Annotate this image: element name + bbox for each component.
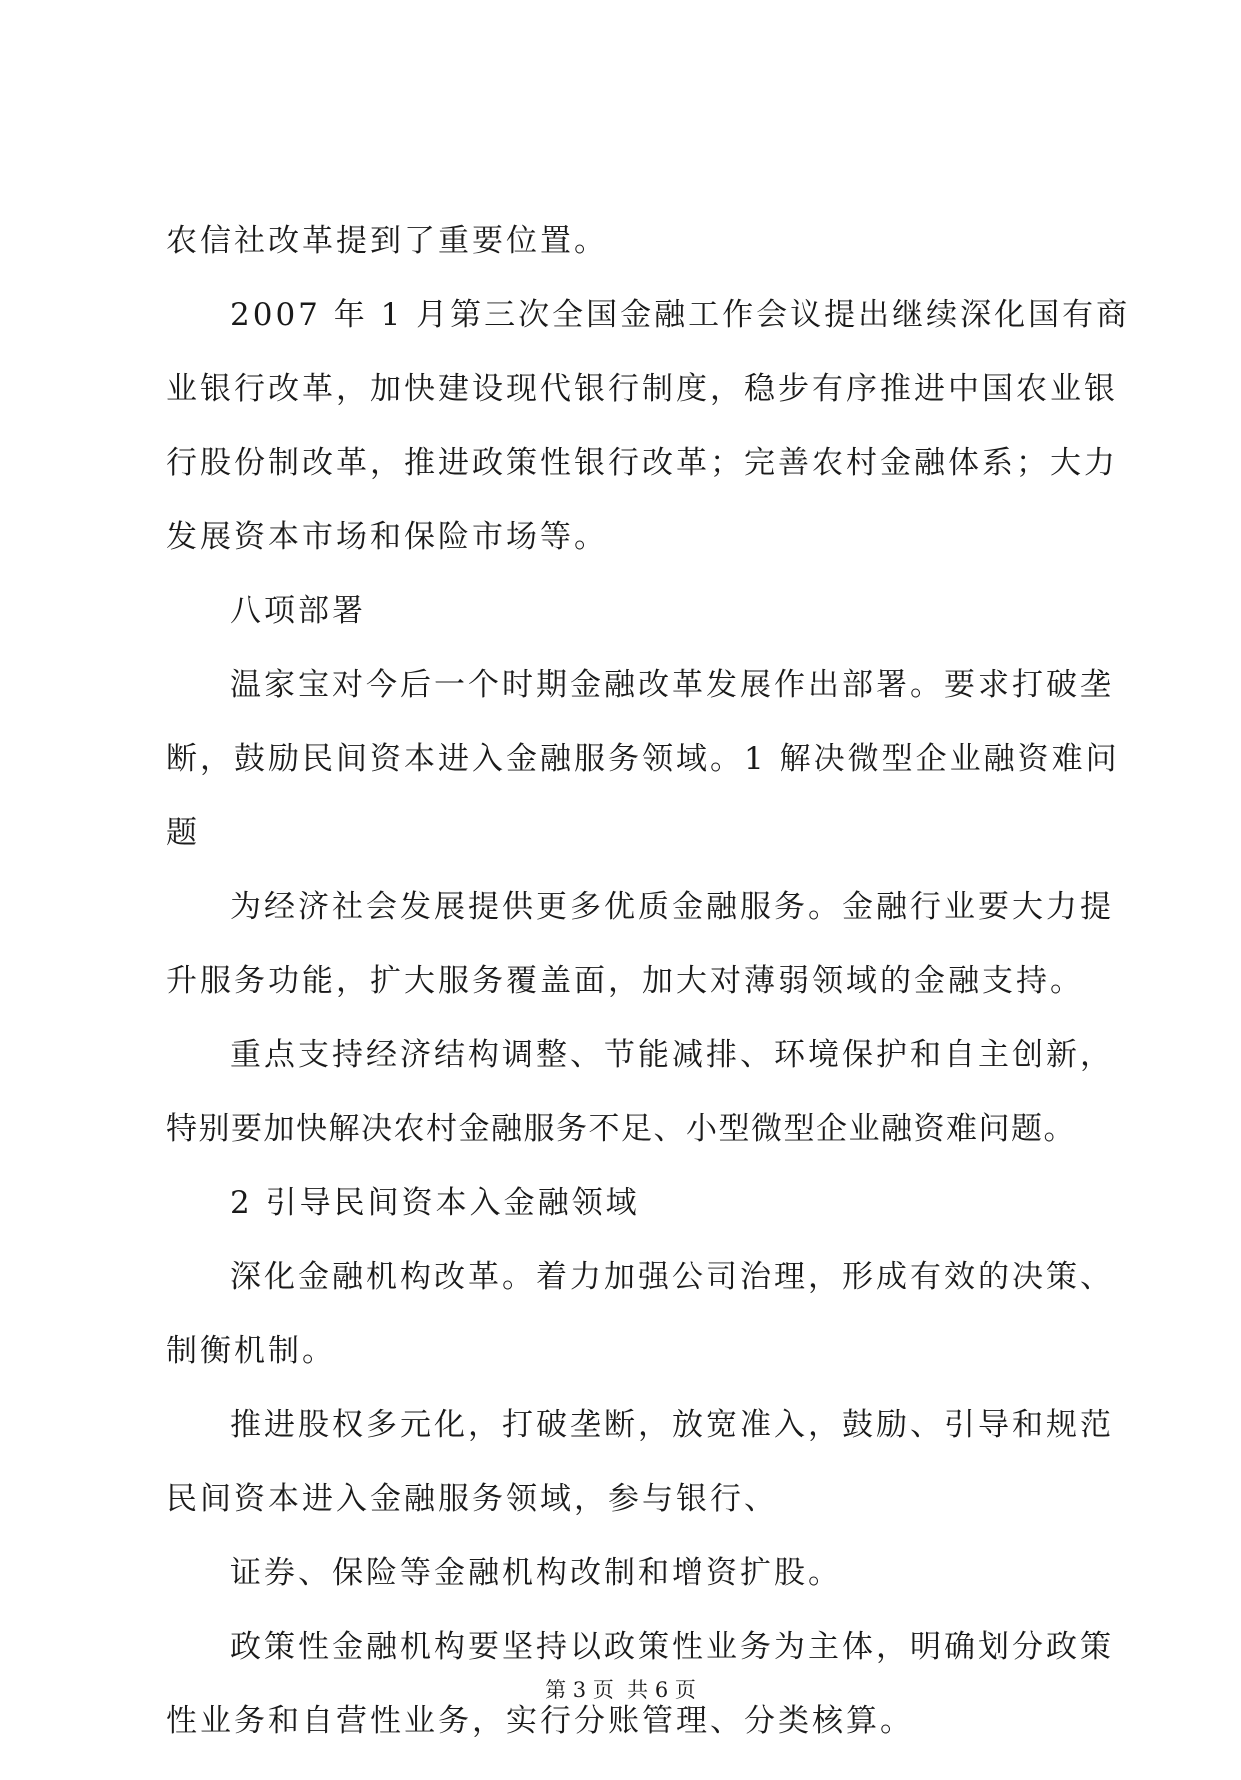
paragraph-line: 证券、保险等金融机构改制和增资扩股。	[230, 1555, 842, 1591]
paragraph-line: 温家宝对今后一个时期金融改革发展作出部署。要求打破垄	[230, 667, 1114, 703]
paragraph-line: 推进股权多元化，打破垄断，放宽准入，鼓励、引导和规范	[230, 1407, 1114, 1443]
paragraph-line: 题	[166, 815, 200, 851]
page-number: 第 3 页 共 6 页	[545, 1678, 696, 1702]
paragraph-line: 业银行改革，加快建设现代银行制度，稳步有序推进中国农业银	[166, 371, 1118, 407]
paragraph-line: 农信社改革提到了重要位置。	[166, 223, 608, 259]
paragraph-line: 断，鼓励民间资本进入金融服务领域。1 解决微型企业融资难问	[166, 741, 1120, 777]
paragraph-line: 制衡机制。	[166, 1333, 336, 1369]
paragraph-line: 性业务和自营性业务，实行分账管理、分类核算。	[166, 1703, 914, 1739]
paragraph-line: 政策性金融机构要坚持以政策性业务为主体，明确划分政策	[230, 1629, 1114, 1665]
document-body	[166, 223, 1131, 1780]
paragraph-line: 民间资本进入金融服务领域，参与银行、	[166, 1481, 778, 1517]
paragraph-line: 重点支持经济结构调整、节能减排、环境保护和自主创新，	[230, 1037, 1114, 1073]
paragraph-line: 行股份制改革，推进政策性银行改革；完善农村金融体系；大力	[166, 445, 1118, 481]
paragraph-line: 特别要加快解决农村金融服务不足、小型微型企业融资难问题。	[166, 1111, 1076, 1147]
paragraph-line: 升服务功能，扩大服务覆盖面，加大对薄弱领域的金融支持。	[166, 963, 1084, 999]
paragraph-line: 深化金融机构改革。着力加强公司治理，形成有效的决策、	[230, 1259, 1114, 1295]
paragraph-line: 发展资本市场和保险市场等。	[166, 519, 608, 555]
page-footer	[0, 1678, 1241, 1702]
section-heading: 八项部署	[230, 593, 366, 629]
section-heading: 2 引导民间资本入金融领域	[230, 1185, 640, 1221]
paragraph-line: 2007 年 1 月第三次全国金融工作会议提出继续深化国有商	[230, 297, 1131, 333]
paragraph-line: 为经济社会发展提供更多优质金融服务。金融行业要大力提	[230, 889, 1114, 925]
